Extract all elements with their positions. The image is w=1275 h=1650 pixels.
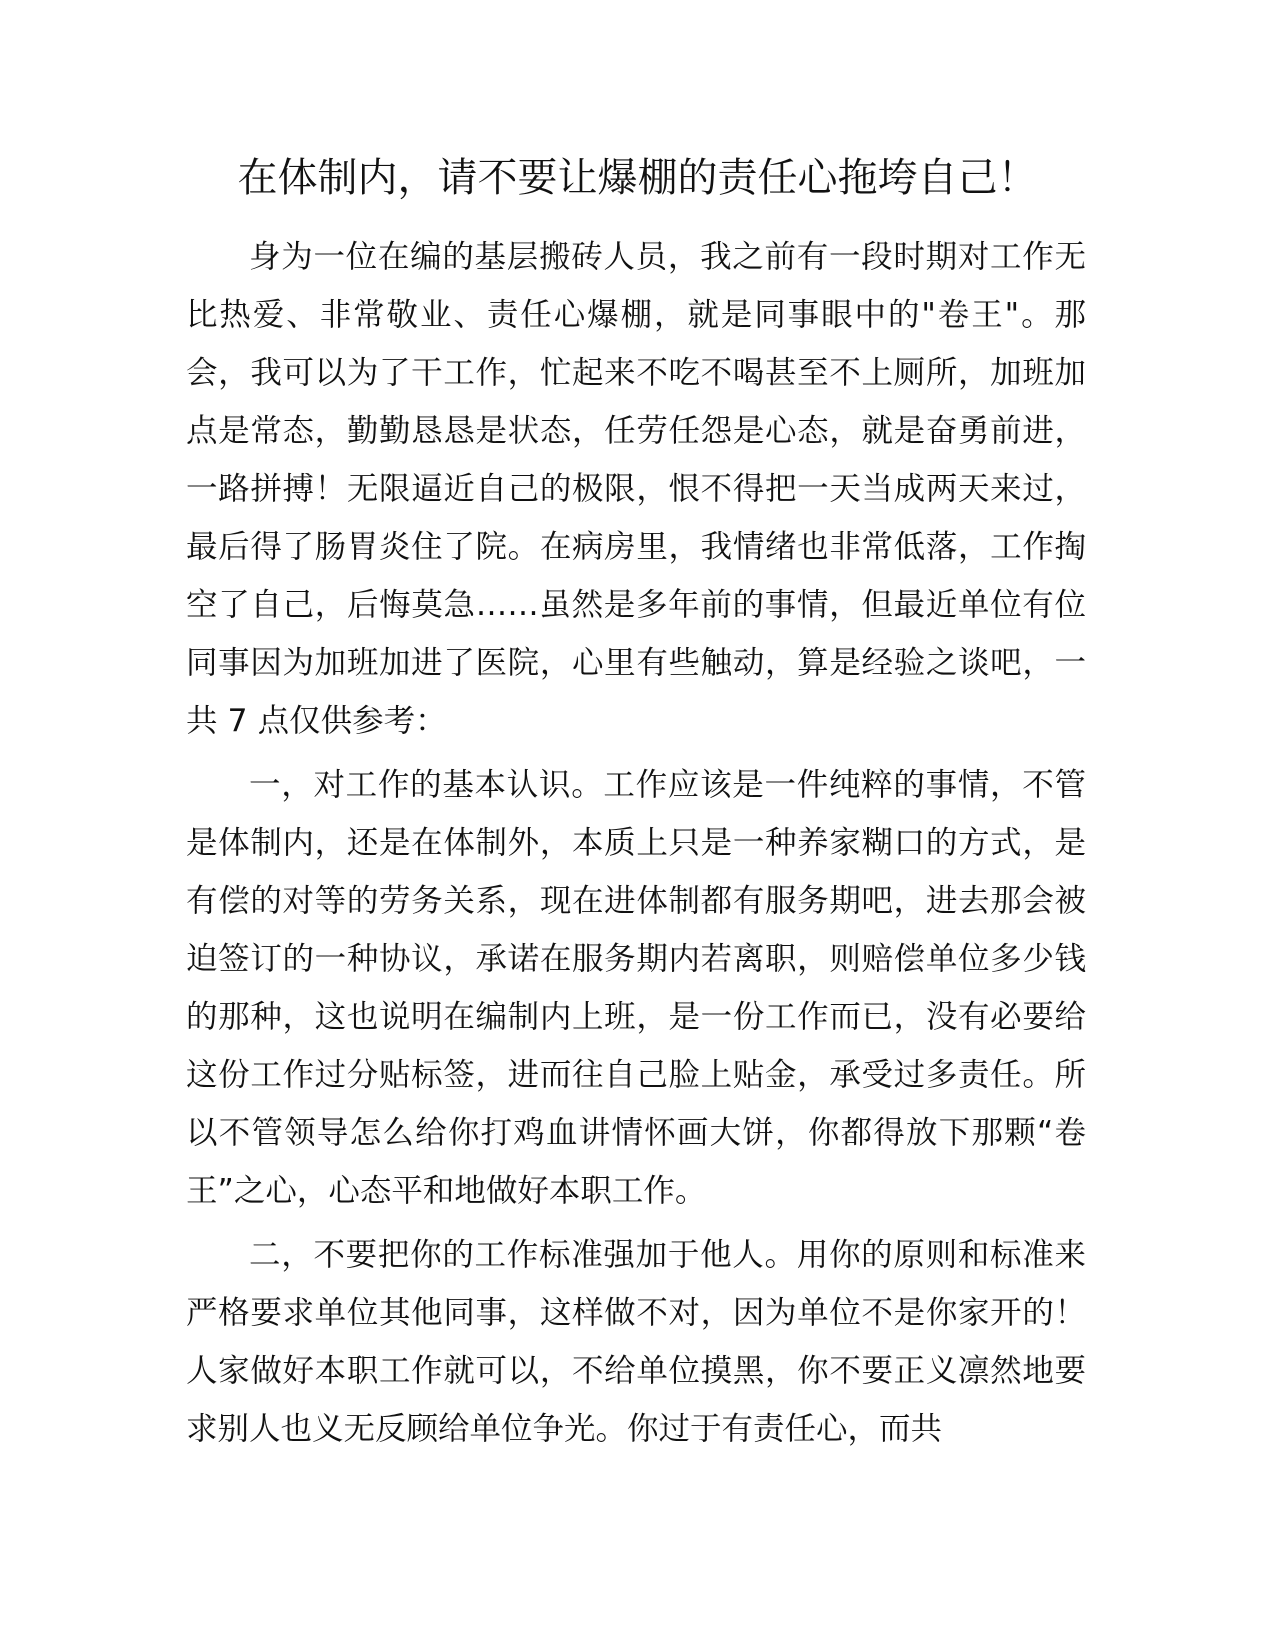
- paragraph-intro: 身为一位在编的基层搬砖人员，我之前有一段时期对工作无比热爱、非常敬业、责任心爆棚，就是同事眼中的"卷王"。那会，我可以为了干工作，忙起来不吃不喝甚至不上厕所，加班加点是常态，勤勤恳恳是状态，任劳任怨是心态，就是奋勇前进，一路拼搏！无限逼近自己的极限，恨不得把一天当成两天来过，最后得了肠胃炎住了院。在病房里，我情绪也非常低落，工作掏空了自己，后悔莫急……虽然是多年前的事情，但最近单位有位同事因为加班加进了医院，心里有些触动，算是经验之谈吧，一共 7 点仅供参考：: [186, 239, 1086, 739]
- paragraph-point-two: 二，不要把你的工作标准强加于他人。用你的原则和标准来严格要求单位其他同事，这样做不对，因为单位不是你家开的！人家做好本职工作就可以，不给单位摸黑，你不要正义凛然地要求别人也义无反顾给单位争光。你过于有责任心，而共: [186, 1237, 1086, 1447]
- document-title: 在体制内，请不要让爆棚的责任心拖垮自己！: [237, 155, 1038, 201]
- document-body: [186, 228, 1086, 1464]
- paragraph-point-one: 一，对工作的基本认识。工作应该是一件纯粹的事情，不管是体制内，还是在体制外，本质上只是一种养家糊口的方式，是有偿的对等的劳务关系，现在进体制都有服务期吧，进去那会被迫签订的一种协议，承诺在服务期内若离职，则赔偿单位多少钱的那种，这也说明在编制内上班，是一份工作而已，没有必要给这份工作过分贴标签，进而往自己脸上贴金，承受过多责任。所以不管领导怎么给你打鸡血讲情怀画大饼，你都得放下那颗“卷王”之心，心态平和地做好本职工作。: [186, 767, 1086, 1209]
